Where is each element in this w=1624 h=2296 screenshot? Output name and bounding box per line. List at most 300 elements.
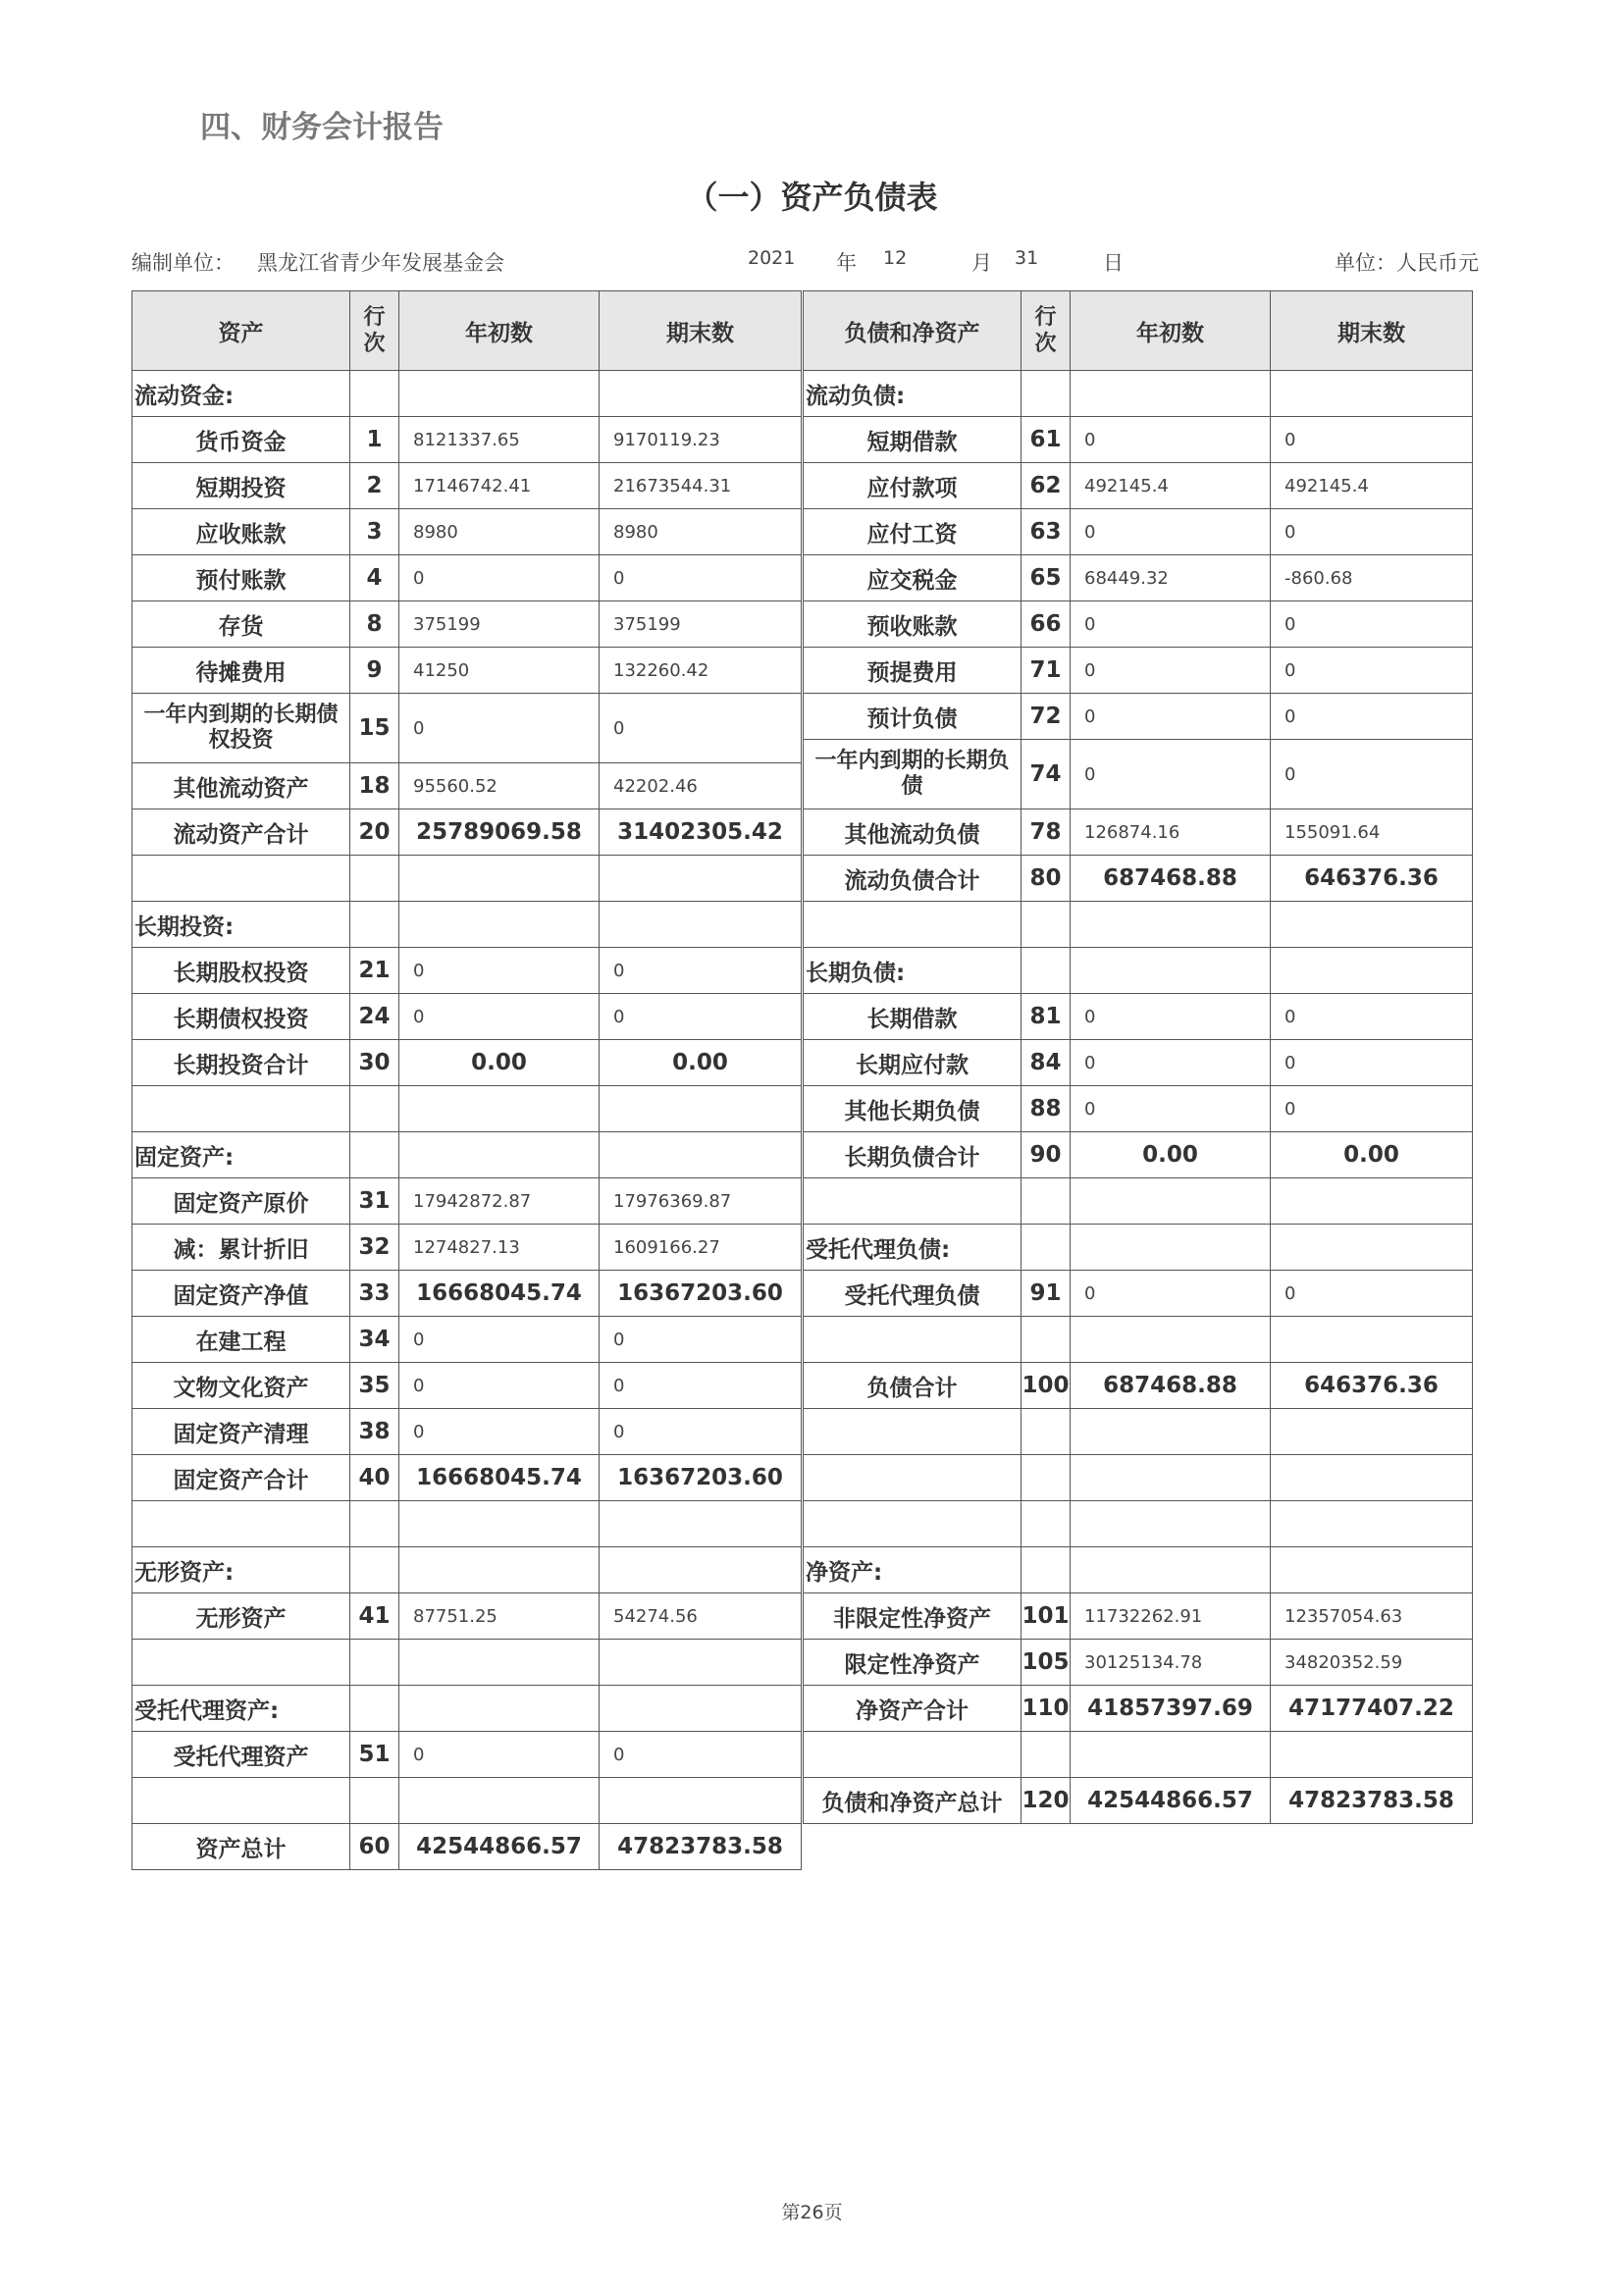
empty-cell: [1271, 948, 1473, 994]
item-label: 短期借款: [804, 417, 1022, 463]
item-label: 预收账款: [804, 601, 1022, 648]
table-row: [132, 694, 802, 763]
beginning-value: 687468.88: [1071, 856, 1271, 902]
empty-cell: [600, 371, 802, 417]
table-title: （一）资产负债表: [686, 179, 938, 216]
ending-value: 12357054.63: [1271, 1593, 1473, 1640]
empty-cell: [350, 1640, 399, 1686]
table-row: [132, 1409, 802, 1455]
beginning-value: 8980: [399, 509, 600, 555]
ending-value: 0: [600, 1409, 802, 1455]
empty-cell: [600, 1501, 802, 1547]
empty-cell: [804, 902, 1022, 948]
ending-value: 155091.64: [1271, 809, 1473, 856]
empty-cell: [1071, 1501, 1271, 1547]
table-row: [804, 1778, 1473, 1824]
empty-cell: [804, 1317, 1022, 1363]
line-number: 65: [1022, 555, 1071, 601]
section-label: 受托代理负债:: [804, 1225, 1022, 1271]
line-number: 40: [350, 1455, 399, 1501]
empty-cell: [350, 856, 399, 902]
empty-cell: [132, 1086, 350, 1132]
line-number: 90: [1022, 1132, 1071, 1178]
total-label: 固定资产净值: [132, 1271, 350, 1317]
line-number: 32: [350, 1225, 399, 1271]
table-row: [132, 1271, 802, 1317]
empty-cell: [399, 1686, 600, 1732]
ending-value: 0: [1271, 601, 1473, 648]
ending-value: 1609166.27: [600, 1225, 802, 1271]
table-row: [132, 1593, 802, 1640]
empty-cell: [1271, 1225, 1473, 1271]
item-label: 固定资产原价: [132, 1178, 350, 1225]
line-number: 3: [350, 509, 399, 555]
item-label: 减：累计折旧: [132, 1225, 350, 1271]
line-number: 74: [1022, 740, 1071, 809]
empty-cell: [399, 371, 600, 417]
ending-value: 47823783.58: [600, 1824, 802, 1870]
table-row: [804, 371, 1473, 417]
empty-cell: [399, 1086, 600, 1132]
beginning-value: 0: [1071, 1040, 1271, 1086]
month-label: 月: [971, 251, 992, 275]
beginning-value: 0.00: [399, 1040, 600, 1086]
ending-value: 34820352.59: [1271, 1640, 1473, 1686]
ending-value: 0: [1271, 740, 1473, 809]
table-row: [804, 1686, 1473, 1732]
line-number: 2: [350, 463, 399, 509]
table-row: [804, 740, 1473, 809]
item-label: 一年内到期的长期债权投资: [132, 694, 350, 763]
ending-value: 492145.4: [1271, 463, 1473, 509]
table-row: [132, 1824, 802, 1870]
table-row: [132, 1317, 802, 1363]
table-row: [804, 1086, 1473, 1132]
empty-cell: [1071, 902, 1271, 948]
table-row: [132, 1363, 802, 1409]
line-number: 72: [1022, 694, 1071, 740]
beginning-value: 0: [399, 948, 600, 994]
beginning-value: 0.00: [1071, 1132, 1271, 1178]
table-row: [132, 1086, 802, 1132]
total-label: 负债和净资产总计: [804, 1778, 1022, 1824]
beginning-value: 0: [1071, 601, 1271, 648]
empty-cell: [1022, 371, 1071, 417]
empty-cell: [600, 856, 802, 902]
ending-value: 54274.56: [600, 1593, 802, 1640]
ending-value: 0: [600, 948, 802, 994]
empty-cell: [1022, 1455, 1071, 1501]
table-row: [804, 648, 1473, 694]
beginning-value: 41857397.69: [1071, 1686, 1271, 1732]
section-label: 流动负债:: [804, 371, 1022, 417]
empty-cell: [1022, 1178, 1071, 1225]
table-row: [132, 1732, 802, 1778]
empty-cell: [1022, 948, 1071, 994]
header-liabilities: 负债和净资产: [804, 291, 1022, 371]
section-label: 无形资产:: [132, 1547, 350, 1593]
table-row: [804, 1455, 1473, 1501]
line-number: 71: [1022, 648, 1071, 694]
ending-value: 0: [600, 1732, 802, 1778]
empty-cell: [1271, 1547, 1473, 1593]
beginning-value: 0: [1071, 694, 1271, 740]
empty-cell: [399, 1501, 600, 1547]
line-number: 51: [350, 1732, 399, 1778]
item-label: 待摊费用: [132, 648, 350, 694]
empty-cell: [804, 1732, 1022, 1778]
preparer-name: 黑龙江省青少年发展基金会: [257, 251, 504, 275]
beginning-value: 16668045.74: [399, 1455, 600, 1501]
empty-cell: [1071, 1547, 1271, 1593]
beginning-value: 492145.4: [1071, 463, 1271, 509]
beginning-value: 0: [1071, 740, 1271, 809]
line-number: 62: [1022, 463, 1071, 509]
preparer-label: 编制单位：: [131, 251, 235, 275]
item-label: 应收账款: [132, 509, 350, 555]
table-row: [804, 1040, 1473, 1086]
ending-value: -860.68: [1271, 555, 1473, 601]
ending-value: 646376.36: [1271, 856, 1473, 902]
empty-cell: [1022, 1547, 1071, 1593]
item-label: 应付款项: [804, 463, 1022, 509]
beginning-value: 87751.25: [399, 1593, 600, 1640]
ending-value: 0: [600, 1363, 802, 1409]
beginning-value: 0: [1071, 417, 1271, 463]
liabilities-table: [803, 290, 1473, 1824]
ending-value: 0.00: [1271, 1132, 1473, 1178]
empty-cell: [1071, 1409, 1271, 1455]
item-label: 长期股权投资: [132, 948, 350, 994]
header-ending: 期末数: [1271, 291, 1473, 371]
total-label: 流动资产合计: [132, 809, 350, 856]
beginning-value: 42544866.57: [399, 1824, 600, 1870]
ending-value: 0: [1271, 648, 1473, 694]
beginning-value: 0: [1071, 648, 1271, 694]
table-row: [132, 809, 802, 856]
section-label: 流动资金:: [132, 371, 350, 417]
table-row: [132, 1501, 802, 1547]
table-row: [804, 417, 1473, 463]
line-number: 34: [350, 1317, 399, 1363]
item-label: 应交税金: [804, 555, 1022, 601]
empty-cell: [350, 1086, 399, 1132]
total-label: 资产总计: [132, 1824, 350, 1870]
beginning-value: 0: [399, 1317, 600, 1363]
table-row: [132, 1455, 802, 1501]
table-row: [804, 555, 1473, 601]
item-label: 在建工程: [132, 1317, 350, 1363]
table-row: [804, 809, 1473, 856]
empty-cell: [132, 1778, 350, 1824]
table-row: [132, 648, 802, 694]
ending-value: 0: [1271, 694, 1473, 740]
item-label: 预提费用: [804, 648, 1022, 694]
ending-value: 16367203.60: [600, 1271, 802, 1317]
empty-cell: [1071, 1225, 1271, 1271]
empty-cell: [1071, 1317, 1271, 1363]
line-number: 66: [1022, 601, 1071, 648]
table-row: [132, 994, 802, 1040]
empty-cell: [350, 1132, 399, 1178]
line-number: 63: [1022, 509, 1071, 555]
line-number: 31: [350, 1178, 399, 1225]
beginning-value: 0: [1071, 509, 1271, 555]
beginning-value: 41250: [399, 648, 600, 694]
empty-cell: [350, 371, 399, 417]
ending-value: 21673544.31: [600, 463, 802, 509]
table-row: [132, 902, 802, 948]
line-number: 84: [1022, 1040, 1071, 1086]
assets-table: [131, 290, 802, 1870]
ending-value: 16367203.60: [600, 1455, 802, 1501]
table-row: [132, 371, 802, 417]
table-row: [132, 463, 802, 509]
ending-value: 0: [1271, 1271, 1473, 1317]
table-row: [804, 1501, 1473, 1547]
item-label: 存货: [132, 601, 350, 648]
empty-cell: [804, 1501, 1022, 1547]
beginning-value: 25789069.58: [399, 809, 600, 856]
empty-cell: [1022, 1225, 1071, 1271]
year-value: 2021: [748, 247, 796, 269]
ending-value: 47177407.22: [1271, 1686, 1473, 1732]
line-number: 38: [350, 1409, 399, 1455]
empty-cell: [600, 902, 802, 948]
empty-cell: [399, 1778, 600, 1824]
table-row: [132, 1178, 802, 1225]
table-row: [804, 1640, 1473, 1686]
table-row: [132, 948, 802, 994]
table-row: [804, 902, 1473, 948]
line-number: 20: [350, 809, 399, 856]
beginning-value: 687468.88: [1071, 1363, 1271, 1409]
total-label: 净资产合计: [804, 1686, 1022, 1732]
empty-cell: [600, 1778, 802, 1824]
beginning-value: 0: [399, 1363, 600, 1409]
empty-cell: [399, 902, 600, 948]
item-label: 其他长期负债: [804, 1086, 1022, 1132]
line-number: 30: [350, 1040, 399, 1086]
line-number: 24: [350, 994, 399, 1040]
line-number: 9: [350, 648, 399, 694]
empty-cell: [350, 1686, 399, 1732]
beginning-value: 0: [1071, 994, 1271, 1040]
table-row: [804, 1178, 1473, 1225]
table-row: [132, 1686, 802, 1732]
empty-cell: [1271, 1409, 1473, 1455]
item-label: 非限定性净资产: [804, 1593, 1022, 1640]
beginning-value: 375199: [399, 601, 600, 648]
empty-cell: [1071, 948, 1271, 994]
ending-value: 17976369.87: [600, 1178, 802, 1225]
empty-cell: [1022, 1409, 1071, 1455]
table-row: [804, 1732, 1473, 1778]
empty-cell: [600, 1086, 802, 1132]
section-label: 受托代理资产:: [132, 1686, 350, 1732]
item-label: 其他流动资产: [132, 763, 350, 809]
ending-value: 47823783.58: [1271, 1778, 1473, 1824]
section-label: 净资产:: [804, 1547, 1022, 1593]
item-label: 固定资产清理: [132, 1409, 350, 1455]
day-value: 31: [1015, 247, 1039, 269]
line-number: 80: [1022, 856, 1071, 902]
year-label: 年: [836, 251, 857, 275]
item-label: 受托代理资产: [132, 1732, 350, 1778]
total-label: 长期负债合计: [804, 1132, 1022, 1178]
line-number: 120: [1022, 1778, 1071, 1824]
empty-cell: [399, 1547, 600, 1593]
table-row: [804, 694, 1473, 740]
table-row: [132, 856, 802, 902]
beginning-value: 11732262.91: [1071, 1593, 1271, 1640]
header-line-no: 行次: [350, 291, 399, 371]
table-row: [804, 1132, 1473, 1178]
item-label: 长期借款: [804, 994, 1022, 1040]
section-label: 长期投资:: [132, 902, 350, 948]
table-row: [804, 463, 1473, 509]
empty-cell: [804, 1178, 1022, 1225]
empty-cell: [1022, 1317, 1071, 1363]
table-row: [132, 509, 802, 555]
header-beginning: 年初数: [1071, 291, 1271, 371]
ending-value: 9170119.23: [600, 417, 802, 463]
beginning-value: 0: [1071, 1271, 1271, 1317]
empty-cell: [600, 1640, 802, 1686]
total-label: 长期投资合计: [132, 1040, 350, 1086]
empty-cell: [1271, 902, 1473, 948]
table-row: [804, 994, 1473, 1040]
table-row: [804, 1593, 1473, 1640]
beginning-value: 8121337.65: [399, 417, 600, 463]
ending-value: 0: [1271, 509, 1473, 555]
header-beginning: 年初数: [399, 291, 600, 371]
section-title: 四、财务会计报告: [200, 110, 444, 145]
beginning-value: 42544866.57: [1071, 1778, 1271, 1824]
table-row: [132, 555, 802, 601]
line-number: 78: [1022, 809, 1071, 856]
line-number: 61: [1022, 417, 1071, 463]
empty-cell: [1071, 1178, 1271, 1225]
empty-cell: [600, 1686, 802, 1732]
item-label: 文物文化资产: [132, 1363, 350, 1409]
empty-cell: [132, 856, 350, 902]
item-label: 受托代理负债: [804, 1271, 1022, 1317]
beginning-value: 0: [399, 994, 600, 1040]
beginning-value: 17146742.41: [399, 463, 600, 509]
empty-cell: [1271, 1178, 1473, 1225]
line-number: 100: [1022, 1363, 1071, 1409]
empty-cell: [399, 1132, 600, 1178]
ending-value: 646376.36: [1271, 1363, 1473, 1409]
empty-cell: [600, 1547, 802, 1593]
ending-value: 0: [600, 994, 802, 1040]
beginning-value: 30125134.78: [1071, 1640, 1271, 1686]
ending-value: 0: [600, 1317, 802, 1363]
line-number: 41: [350, 1593, 399, 1640]
item-label: 应付工资: [804, 509, 1022, 555]
section-label: 固定资产:: [132, 1132, 350, 1178]
line-number: 35: [350, 1363, 399, 1409]
line-number: 33: [350, 1271, 399, 1317]
empty-cell: [399, 1640, 600, 1686]
beginning-value: 0: [399, 1732, 600, 1778]
empty-cell: [600, 1132, 802, 1178]
total-label: 流动负债合计: [804, 856, 1022, 902]
table-row: [132, 763, 802, 809]
empty-cell: [1022, 1501, 1071, 1547]
line-number: 21: [350, 948, 399, 994]
empty-cell: [804, 1455, 1022, 1501]
header-assets: 资产: [132, 291, 350, 371]
beginning-value: 68449.32: [1071, 555, 1271, 601]
empty-cell: [1022, 902, 1071, 948]
header-ending: 期末数: [600, 291, 802, 371]
beginning-value: 126874.16: [1071, 809, 1271, 856]
ending-value: 42202.46: [600, 763, 802, 809]
beginning-value: 95560.52: [399, 763, 600, 809]
empty-cell: [1271, 1732, 1473, 1778]
empty-cell: [1271, 1501, 1473, 1547]
empty-cell: [399, 856, 600, 902]
ending-value: 0: [600, 694, 802, 763]
table-row: [804, 1547, 1473, 1593]
line-number: 110: [1022, 1686, 1071, 1732]
table-row: [132, 1225, 802, 1271]
table-row: [804, 1271, 1473, 1317]
item-label: 限定性净资产: [804, 1640, 1022, 1686]
table-row: [132, 601, 802, 648]
table-row: [804, 601, 1473, 648]
table-row: [804, 1363, 1473, 1409]
table-row: [132, 1132, 802, 1178]
table-row: [132, 1547, 802, 1593]
ending-value: 375199: [600, 601, 802, 648]
ending-value: 0: [1271, 1040, 1473, 1086]
empty-cell: [1071, 371, 1271, 417]
month-value: 12: [883, 247, 908, 269]
currency-unit: 单位：人民币元: [1335, 251, 1479, 275]
total-label: 固定资产合计: [132, 1455, 350, 1501]
table-row: [132, 1778, 802, 1824]
item-label: 货币资金: [132, 417, 350, 463]
empty-cell: [1271, 371, 1473, 417]
line-number: 105: [1022, 1640, 1071, 1686]
ending-value: 132260.42: [600, 648, 802, 694]
beginning-value: 0: [399, 555, 600, 601]
item-label: 长期债权投资: [132, 994, 350, 1040]
table-row: [804, 1317, 1473, 1363]
beginning-value: 1274827.13: [399, 1225, 600, 1271]
ending-value: 0.00: [600, 1040, 802, 1086]
item-label: 无形资产: [132, 1593, 350, 1640]
beginning-value: 0: [399, 694, 600, 763]
table-row: [132, 417, 802, 463]
beginning-value: 0: [399, 1409, 600, 1455]
page-number: 第26页: [781, 2202, 843, 2223]
line-number: 88: [1022, 1086, 1071, 1132]
empty-cell: [1271, 1317, 1473, 1363]
item-label: 其他流动负债: [804, 809, 1022, 856]
ending-value: 0: [1271, 417, 1473, 463]
table-row: [804, 856, 1473, 902]
line-number: 15: [350, 694, 399, 763]
line-number: 1: [350, 417, 399, 463]
empty-cell: [804, 1409, 1022, 1455]
table-row: [132, 1640, 802, 1686]
section-label: 长期负债:: [804, 948, 1022, 994]
item-label: 预计负债: [804, 694, 1022, 740]
